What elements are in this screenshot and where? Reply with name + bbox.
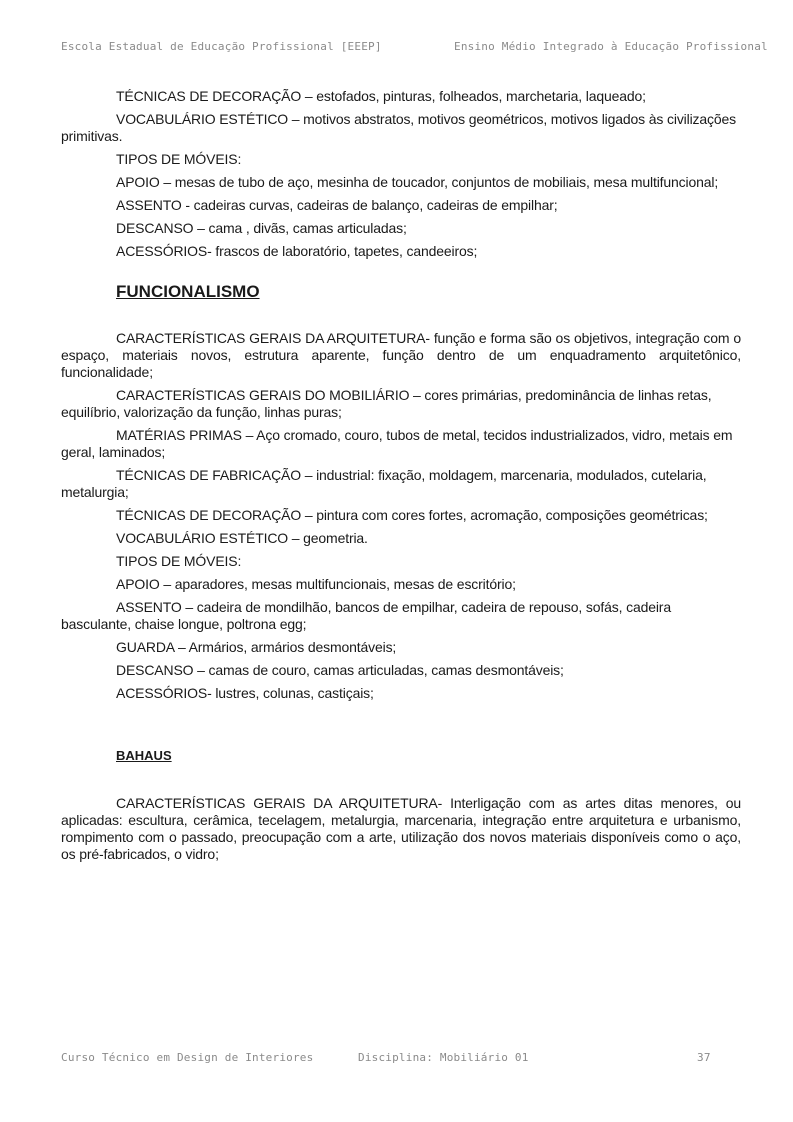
paragraph-mobiliario: CARACTERÍSTICAS GERAIS DO MOBILIÁRIO – cores primárias, predominância de linhas retas, equilíbrio, valorização da função, linhas puras; (61, 387, 712, 420)
paragraph-tecnicas-fabricacao: TÉCNICAS DE FABRICAÇÃO – industrial: fixação, moldagem, marcenaria, modulados, cutelaria, metalurgia; (61, 467, 707, 500)
footer-page-number: 37 (697, 1051, 711, 1064)
paragraph-vocabulario-estetico: VOCABULÁRIO ESTÉTICO – geometria. (116, 530, 368, 546)
paragraph-apoio: APOIO – mesas de tubo de aço, mesinha de toucador, conjuntos de mobiliais, mesa multifuncional; (116, 174, 719, 190)
paragraph-arquitetura: CARACTERÍSTICAS GERAIS DA ARQUITETURA- Interligação com as artes ditas menores, ou aplicadas: escultura, cerâmica, tecelagem, metalurgia, marcenaria, integração entre arquitetura e urbanismo, rompimento com o passado, preocupação com a arte, utilização dos novos materiais disponíveis como o aço, os pré-fabricados, o vidro; (61, 795, 741, 862)
paragraph-guarda: GUARDA – Armários, armários desmontáveis; (116, 639, 397, 655)
paragraph-descanso: DESCANSO – camas de couro, camas articuladas, camas desmontáveis; (116, 662, 564, 678)
paragraph-acessorios: ACESSÓRIOS- frascos de laboratório, tapetes, candeeiros; (116, 243, 478, 259)
paragraph-acessorios: ACESSÓRIOS- lustres, colunas, castiçais; (116, 685, 374, 701)
paragraph-materias-primas: MATÉRIAS PRIMAS – Aço cromado, couro, tubos de metal, tecidos industrializados, vidro, metais em geral, laminados; (61, 427, 733, 460)
paragraph-descanso: DESCANSO – cama , divãs, camas articuladas; (116, 220, 407, 236)
paragraph-tipos-moveis: TIPOS DE MÓVEIS: (116, 553, 242, 569)
paragraph-tecnicas-decoracao: TÉCNICAS DE DECORAÇÃO – estofados, pinturas, folheados, marchetaria, laqueado; (116, 88, 646, 104)
header-school-name: Escola Estadual de Educação Profissional [EEEP] (61, 40, 382, 53)
document-body (61, 88, 741, 869)
footer-discipline: Disciplina: Mobiliário 01 (358, 1051, 529, 1064)
section-title-bahaus: BAHAUS (116, 748, 172, 763)
paragraph-assento: ASSENTO – cadeira de mondilhão, bancos de empilhar, cadeira de repouso, sofás, cadeira basculante, chaise longue, poltrona egg; (61, 599, 671, 632)
paragraph-vocabulario-estetico: VOCABULÁRIO ESTÉTICO – motivos abstratos, motivos geométricos, motivos ligados às civilizações primitivas. (61, 111, 737, 144)
paragraph-tipos-moveis: TIPOS DE MÓVEIS: (116, 151, 242, 167)
section-title-funcionalismo: FUNCIONALISMO (116, 282, 260, 301)
paragraph-assento: ASSENTO - cadeiras curvas, cadeiras de balanço, cadeiras de empilhar; (116, 197, 558, 213)
paragraph-apoio: APOIO – aparadores, mesas multifuncionais, mesas de escritório; (116, 576, 516, 592)
paragraph-tecnicas-decoracao: TÉCNICAS DE DECORAÇÃO – pintura com cores fortes, acromação, composições geométricas; (116, 507, 708, 523)
paragraph-arquitetura: CARACTERÍSTICAS GERAIS DA ARQUITETURA- função e forma são os objetivos, integração com o espaço, materiais novos, estrutura aparente, função dentro de um enquadramento arquitetônico, funcionalidade; (61, 330, 741, 380)
footer-course-name: Curso Técnico em Design de Interiores (61, 1051, 314, 1064)
header-program-name: Ensino Médio Integrado à Educação Profissional (454, 40, 768, 53)
